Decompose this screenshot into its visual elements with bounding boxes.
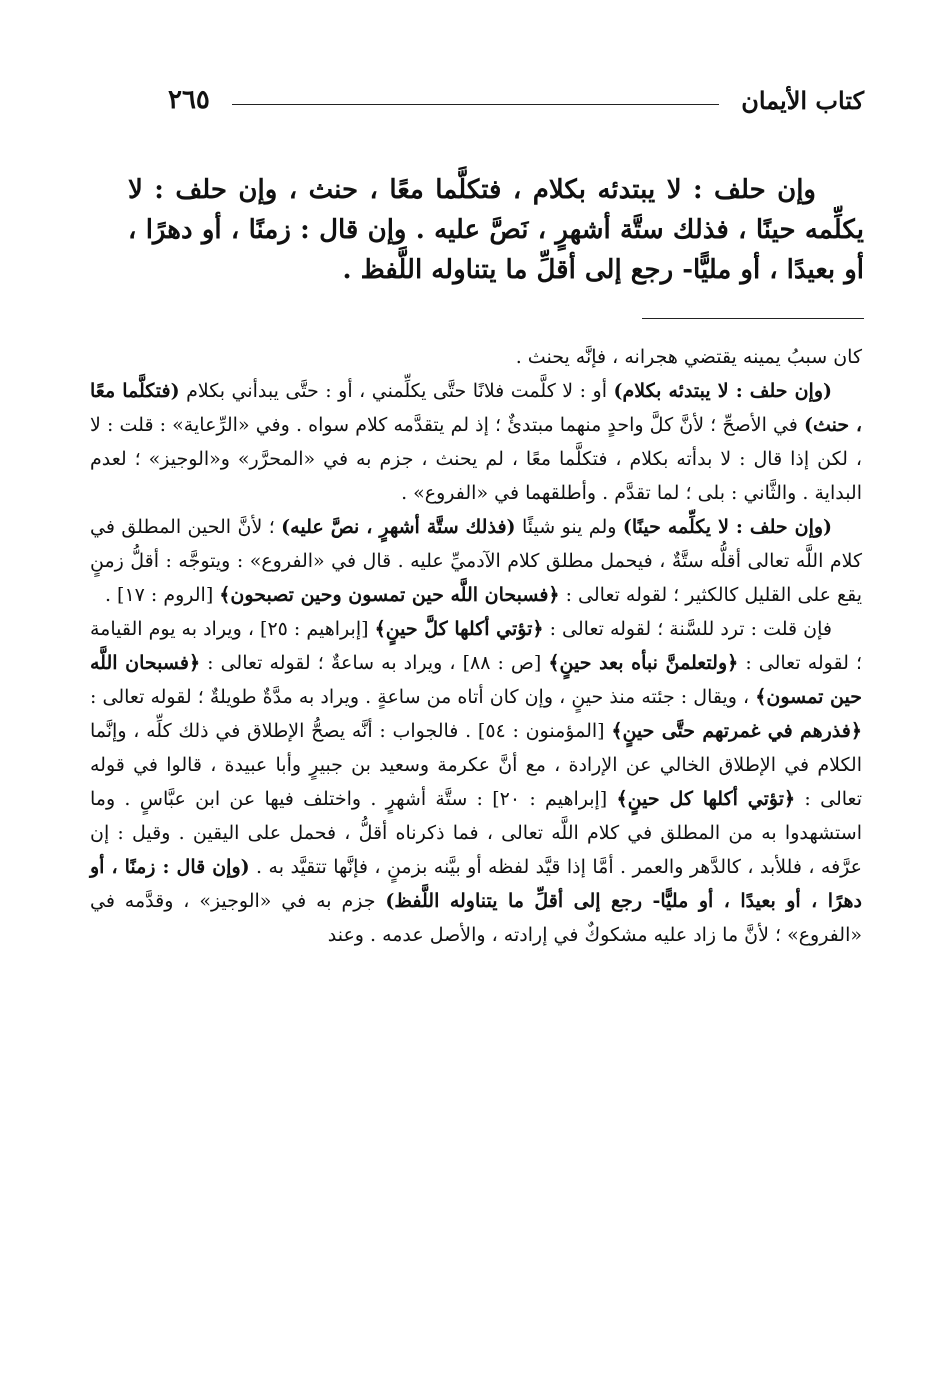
quoted-matn: (وإن قال : زمنًا ، أو دهرًا ، أو بعيدًا ، أو مليًّا- رجع إلى أقلِّ ما يتناوله اللَّفظ) [90, 856, 863, 912]
commentary-text: كان سببُ يمينه يقتضي هجرانه ، فإنَّه يحنث . [515, 346, 862, 368]
quran-verse: ﴿ولتعلمنَّ نبأه بعد حينٍ﴾ [548, 652, 739, 674]
commentary-text: فإن قلت : ترد للسَّنة ؛ لقوله تعالى : [543, 618, 832, 640]
quoted-matn: (وإن حلف : لا يبتدئه بكلام) [613, 380, 832, 402]
commentary-text: جزم به في «الوجيز» ، وقدَّمه في «الفروع» ؛ لأنَّ ما زاد عليه مشكوكٌ في إرادته ، والأصل عدمه . وعند [90, 890, 862, 946]
commentary-paragraph-4 [90, 612, 862, 952]
verse-reference: [الروم : ١٧] . [104, 584, 220, 606]
page-header [168, 80, 864, 120]
main-text: وإن حلف : لا يبتدئه بكلام ، فتكلَّما معًا ، حنث ، وإن حلف : لا يكلِّمه حينًا ، فذلك ستَّة أشهرٍ ، نَصَّ عليه . وإن قال : زمنًا ، أو دهرًا ، أو بعيدًا ، أو مليًّا- رجع إلى أقلِّ ما يتناوله اللَّفظ . [128, 175, 864, 285]
commentary-paragraph-3 [90, 510, 862, 612]
header-rule [232, 104, 719, 105]
page-number: ٢٦٥ [168, 85, 210, 115]
commentary-text: [إبراهيم : ٢٥] ، ويراد به يوم القيامة ؛ لقوله تعالى : [90, 618, 862, 674]
commentary-text: أو : لا كلَّمت فلانًا حتَّى يكلِّمني ، أو : حتَّى يبدأني بكلام [179, 380, 614, 402]
commentary-text: ولم ينو شيئًا [515, 516, 623, 538]
quran-verse: ﴿تؤتي أكلها كل حينٍ﴾ [616, 788, 796, 810]
commentary-text: ، ويقال : جئته منذ حينٍ ، وإن كان أتاه من ساعةٍ . ويراد به مدَّةٌ طويلةٌ ؛ لقوله تعالى : [90, 686, 756, 708]
quoted-matn: (وإن حلف : لا يكلِّمه حينًا) [622, 516, 833, 538]
commentary [90, 340, 862, 952]
commentary-paragraph-2 [90, 374, 862, 510]
running-title: كتاب الأيمان [741, 85, 864, 115]
commentary-text: في الأصحِّ ؛ لأنَّ كلَّ واحدٍ منهما مبتدئٌ ؛ إذ لم يتقدَّمه كلام سواه . وفي «الرِّعاية» : قلت : لا ، لكن إذا قال : لا بدأته بكلام ، فتكلَّما معًا ، لم يحنث ، جزم به في «المحرَّر» و«الوجيز» ؛ لعدم البداية . والثَّاني : بلى ؛ لما تقدَّم . وأطلقهما في «الفروع» . [90, 414, 862, 504]
quran-verse: ﴿فذرهم في غمرتهم حتَّى حينٍ﴾ [611, 720, 862, 742]
commentary-paragraph-1 [90, 340, 862, 374]
quran-verse: ﴿فسبحان اللَّه حين تمسون وحين تصبحون﴾ [219, 584, 560, 606]
quoted-matn: (فتكلَّما معًا ، حنث) [90, 380, 862, 436]
quran-verse: ﴿فسبحان اللَّه حين تمسون﴾ [90, 652, 862, 708]
footnote-separator [642, 318, 864, 319]
quoted-matn: (فذلك ستَّة أشهرٍ ، نصَّ عليه) [281, 516, 516, 538]
commentary-text: [ص : ٨٨] ، ويراد به ساعةٌ ؛ لقوله تعالى : [200, 652, 549, 674]
commentary-text: [إبراهيم : ٢٠] : ستَّة أشهرٍ . واختلف فيها عن ابن عبَّاسٍ . وما استشهدوا به من المطلق في كلام اللَّه تعالى ، فما ذكرناه أقلُّ ، فحمل على اليقين . وقيل : إن عرَّفه ، فللأبد ، كالدَّهر والعمر . أمَّا إذا قيَّد لفظه أو بيَّنه بزمنٍ ، فإنَّها تتقيَّد به . [90, 788, 863, 878]
commentary-text: ؛ لأنَّ الحين المطلق في كلام اللَّه تعالى أقلُّه ستَّةٌ ، فيحمل مطلق كلام الآدميِّ عليه . قال في «الفروع» : ويتوجَّه : أقلُّ زمنٍ يقع على القليل كالكثير ؛ لقوله تعالى : [90, 516, 862, 606]
commentary-text: [المؤمنون : ٥٤] . فالجواب : أنَّه يصحُّ الإطلاق في ذلك كلِّه ، وإنَّما الكلام في الإطلاق الخالي عن الإرادة ، مع أنَّ عكرمة وسعيد بن جبيرٍ وأبا عبيدة ، قالوا في قوله تعالى : [90, 720, 862, 810]
quran-verse: ﴿تؤتي أكلها كلَّ حينٍ﴾ [374, 618, 544, 640]
